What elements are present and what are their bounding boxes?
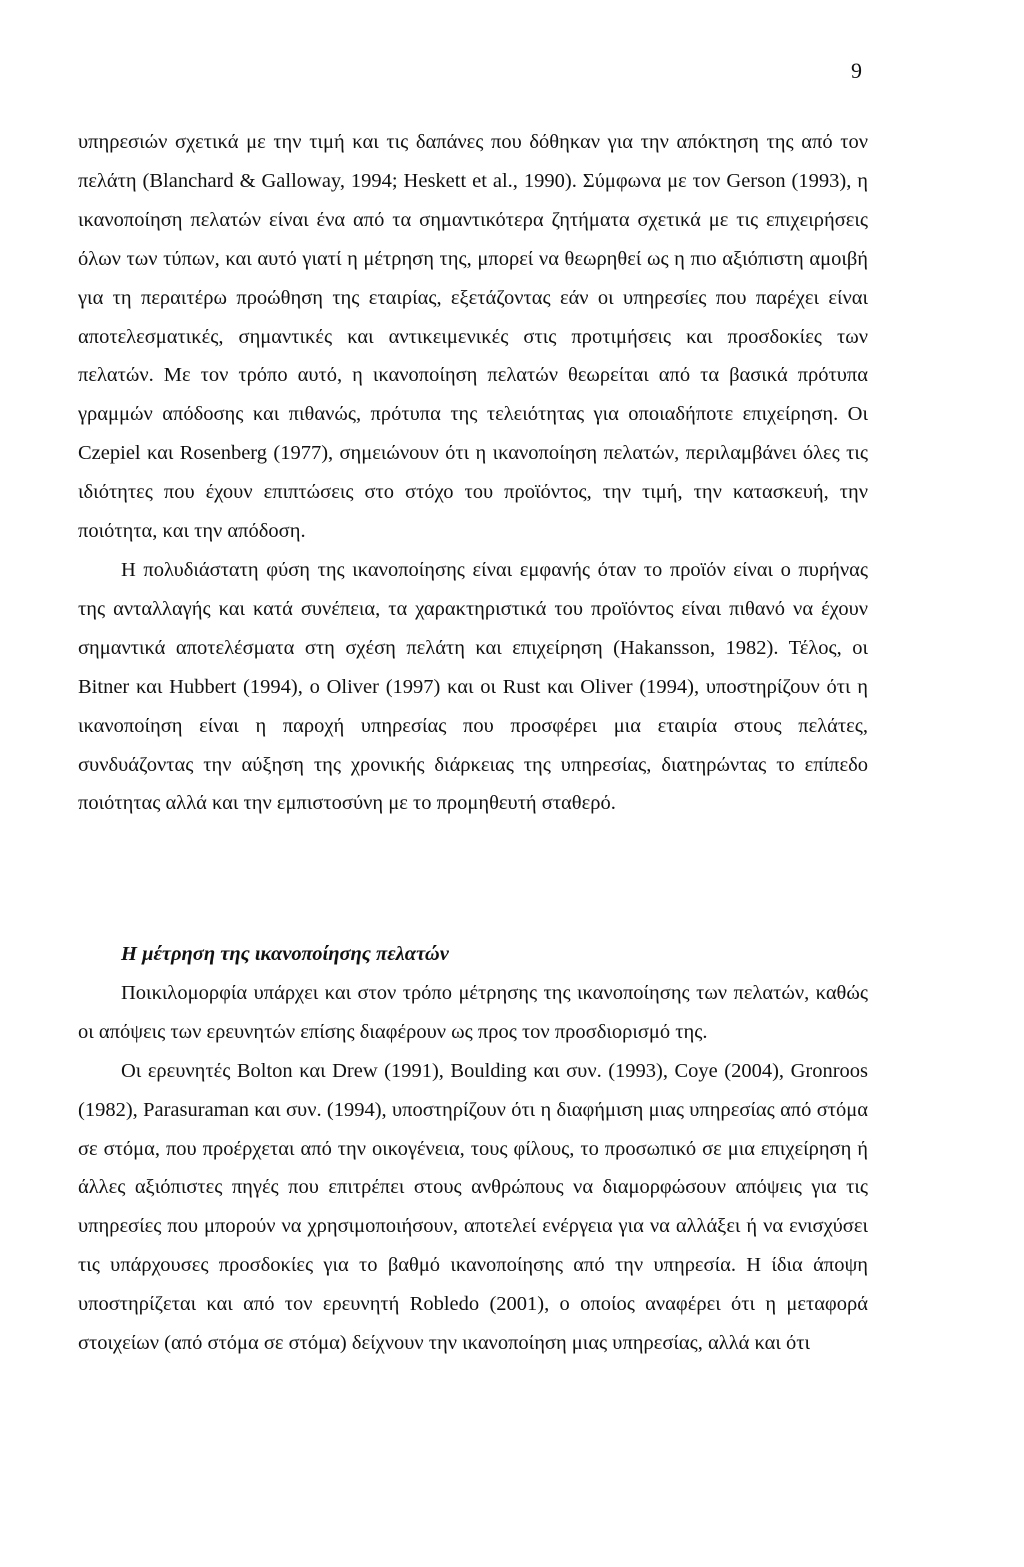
paragraph-measurement-diversity: Ποικιλομορφία υπάρχει και στον τρόπο μέτρησης της ικανοποίησης των πελατών, καθώς οι απόψεις των ερευνητών επίσης διαφέρουν ως προς τον προσδιορισμό της. [78, 981, 868, 1043]
paragraph-multidimensional-satisfaction: Η πολυδιάστατη φύση της ικανοποίησης είναι εμφανής όταν το προϊόν είναι ο πυρήνας της ανταλλαγής και κατά συνέπεια, τα χαρακτηριστικά του προϊόντος είναι πιθανό να έχουν σημαντικά αποτελέσματα στη σχέση πελάτη και επιχείρηση (Hakansson, 1982). Τέλος, οι Bitner και Hubbert (1994), ο Oliver (1997) και οι Rust και Oliver (1994), υποστηρίζουν ότι η ικανοποίηση είναι η παροχή υπηρεσίας που προσφέρει μια εταιρία στους πελάτες, συνδυάζοντας την αύξηση της χρονικής διάρκειας της υπηρεσίας, διατηρώντας το επίπεδο ποιότητας αλλά και την εμπιστοσύνη με το προμηθευτή σταθερό. [78, 558, 868, 815]
paragraph-continuation: υπηρεσιών σχετικά με την τιμή και τις δαπάνες που δόθηκαν για την απόκτηση της από τον πελάτη (Blanchard & Galloway, 1994; Heskett et al., 1990). Σύμφωνα με τον Gerson (1993), η ικανοποίηση πελατών είναι ένα από τα σημαντικότερα ζητήματα σχετικά με τις επιχειρήσεις όλων των τύπων, και αυτό γιατί η μέτρηση της, μπορεί να θεωρηθεί ως η πιο αξιόπιστη αμοιβή για τη περαιτέρω προώθηση της εταιρίας, εξετάζοντας εάν οι υπηρεσίες που παρέχει είναι αποτελεσματικές, σημαντικές και αντικειμενικές στις προτιμήσεις και προσδοκίες των πελατών. Με τον τρόπο αυτό, η ικανοποίηση πελατών θεωρείται από τα βασικά πρότυπα γραμμών απόδοσης και πιθανώς, πρότυπα της τελειότητας για οποιαδήποτε επιχείρηση. Οι Czepiel και Rosenberg (1977), σημειώνουν ότι η ικανοποίηση πελατών, περιλαμβάνει όλες τις ιδιότητες που έχουν επιπτώσεις στο στόχο του προϊόντος, την τιμή, την κατασκευή, την ποιότητα, και την απόδοση. [78, 131, 868, 543]
page-number: 9 [851, 58, 862, 83]
section-heading: Η μέτρηση της ικανοποίησης πελατών [121, 943, 449, 965]
body-text [78, 123, 868, 823]
section-measurement [78, 935, 868, 1363]
paragraph-word-of-mouth: Οι ερευνητές Bolton και Drew (1991), Boulding και συν. (1993), Coye (2004), Gronroos (1982), Parasuraman και συν. (1994), υποστηρίζουν ότι η διαφήμιση μιας υπηρεσίας από στόμα σε στόμα, που προέρχεται από την οικογένεια, τους φίλους, το προσωπικό σε μια επιχείρηση ή άλλες αξιόπιστες πηγές που επιτρέπει στους ανθρώπους να διαμορφώσουν απόψεις για τις υπηρεσίες που μπορούν να χρησιμοποιήσουν, αποτελεί ενέργεια για να αλλάξει ή να ενισχύσει τις υπάρχουσες προσδοκίες για το βαθμό ικανοποίησης από την υπηρεσία. Η ίδια άποψη υποστηρίζεται και από τον ερευνητή Robledo (2001), ο οποίος αναφέρει ότι η μεταφορά στοιχείων (από στόμα σε στόμα) δείχνουν την ικανοποίηση μιας υπηρεσίας, αλλά και ότι [78, 1059, 868, 1355]
